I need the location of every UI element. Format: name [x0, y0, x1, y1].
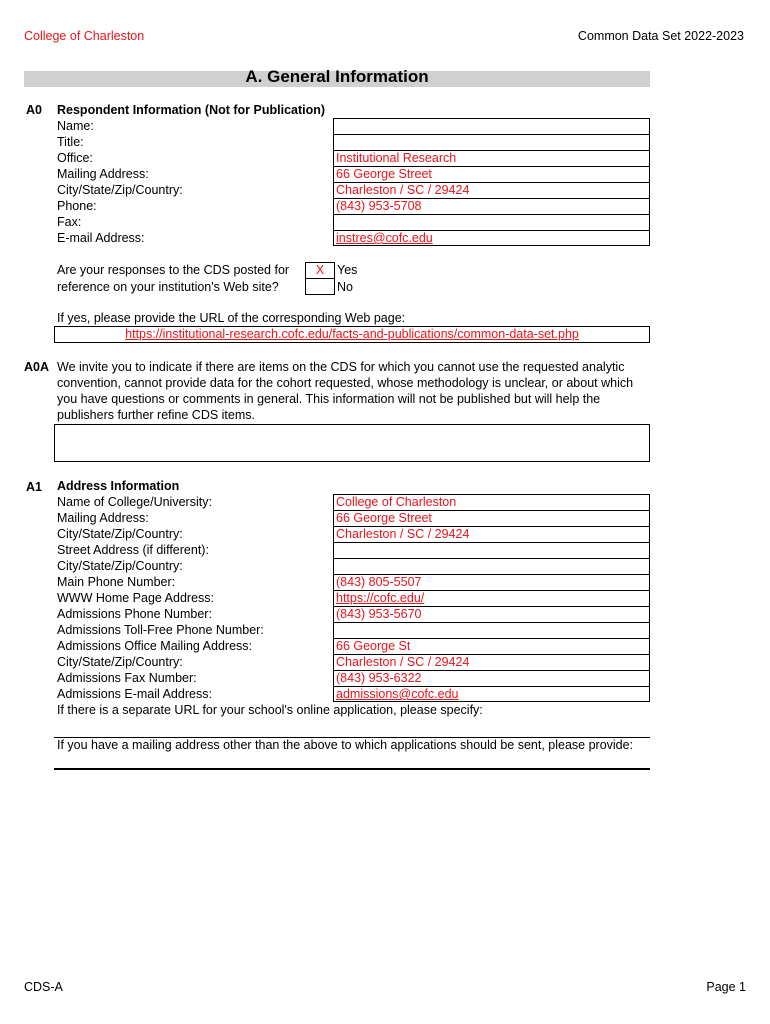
yes-label: Yes	[337, 263, 358, 277]
a1-adm-phone-field[interactable]: (843) 953-5670	[333, 606, 650, 622]
a1-college-field[interactable]: College of Charleston	[333, 494, 650, 510]
dataset-title: Common Data Set 2022-2023	[577, 29, 744, 43]
a0a-response-box[interactable]	[54, 424, 650, 462]
a1-www-field[interactable]: https://cofc.edu/	[333, 590, 650, 606]
a1-label-adm-mailing: Admissions Office Mailing Address:	[57, 639, 252, 653]
a1-label-college: Name of College/University:	[57, 495, 212, 509]
section-title: A. General Information	[245, 67, 429, 86]
a0-label-city: City/State/Zip/Country:	[57, 183, 183, 197]
a1-alt-mailing-prompt: If you have a mailing address other than the above to which applications should be sent, please provide:	[57, 738, 634, 752]
a1-mailing-field[interactable]: 66 George Street	[333, 510, 650, 526]
a0-web-question-line2: reference on your institution's Web site?	[57, 280, 279, 294]
a1-label-www: WWW Home Page Address:	[57, 591, 214, 605]
a1-city-field[interactable]: Charleston / SC / 29424	[333, 526, 650, 542]
a1-label-street-city: City/State/Zip/Country:	[57, 559, 183, 573]
a0-label-phone: Phone:	[57, 199, 97, 213]
a1-online-app-prompt: If there is a separate URL for your school's online application, please specify:	[57, 703, 483, 717]
institution-name: College of Charleston	[24, 29, 145, 43]
a0-label-office: Office:	[57, 151, 93, 165]
a0-web-question-line1: Are your responses to the CDS posted for	[57, 263, 290, 277]
a1-street-city-field[interactable]	[333, 558, 650, 574]
a0-url-field[interactable]	[54, 326, 650, 343]
a1-label-mailing: Mailing Address:	[57, 511, 149, 525]
a0-code: A0	[26, 103, 42, 117]
a0-title-field[interactable]	[333, 134, 650, 150]
a0-label-fax: Fax:	[57, 215, 82, 229]
a0-city-field[interactable]: Charleston / SC / 29424	[333, 182, 650, 198]
a1-label-street: Street Address (if different):	[57, 543, 209, 557]
a0-email-field[interactable]: instres@cofc.edu	[333, 230, 650, 246]
a1-adm-mailing-field[interactable]: 66 George St	[333, 638, 650, 654]
a0-name-field[interactable]	[333, 118, 650, 134]
a1-heading: Address Information	[57, 479, 180, 493]
a1-adm-fax-field[interactable]: (843) 953-6322	[333, 670, 650, 686]
footer-page-number: Page 1	[706, 980, 746, 994]
a0-heading: Respondent Information (Not for Publication)	[57, 103, 326, 117]
a0-label-name: Name:	[57, 119, 94, 133]
a1-label-adm-fax: Admissions Fax Number:	[57, 671, 197, 685]
no-checkbox[interactable]	[305, 278, 335, 295]
a0-mailing-field[interactable]: 66 George Street	[333, 166, 650, 182]
a1-label-city: City/State/Zip/Country:	[57, 527, 183, 541]
a0-office-field[interactable]: Institutional Research	[333, 150, 650, 166]
a1-street-field[interactable]	[333, 542, 650, 558]
a1-code: A1	[26, 480, 42, 494]
yes-checkbox[interactable]: X	[305, 262, 335, 279]
a1-label-adm-email: Admissions E-mail Address:	[57, 687, 212, 701]
a1-label-adm-phone: Admissions Phone Number:	[57, 607, 212, 621]
a1-label-adm-city: City/State/Zip/Country:	[57, 655, 183, 669]
a1-label-tollfree: Admissions Toll-Free Phone Number:	[57, 623, 264, 637]
a1-adm-city-field[interactable]: Charleston / SC / 29424	[333, 654, 650, 670]
a0-url-prompt: If yes, please provide the URL of the corresponding Web page:	[57, 311, 406, 325]
a1-tollfree-field[interactable]	[333, 622, 650, 638]
footer-section-label: CDS-A	[24, 980, 63, 994]
a0-label-mailing: Mailing Address:	[57, 167, 149, 181]
a0-fax-field[interactable]	[333, 214, 650, 230]
no-label: No	[337, 280, 353, 294]
a0a-code: A0A	[24, 360, 50, 374]
a0-phone-field[interactable]: (843) 953-5708	[333, 198, 650, 214]
a1-label-main-phone: Main Phone Number:	[57, 575, 176, 589]
a0-url-link[interactable]: https://institutional-research.cofc.edu/facts-and-publications/common-data-set.php	[125, 327, 579, 341]
a1-alt-mailing-line[interactable]	[54, 768, 650, 770]
a1-main-phone-field[interactable]: (843) 805-5507	[333, 574, 650, 590]
a1-adm-email-field[interactable]: admissions@cofc.edu	[333, 686, 650, 702]
a0a-text: We invite you to indicate if there are items on the CDS for which you cannot use the requested analytic convention, cannot provide data for the cohort requested, whose methodology is unclear, or about which you have questions or comments in general. This information will not be published but will help the publishers further refine CDS items.	[57, 360, 634, 422]
a0-label-email: E-mail Address:	[57, 231, 145, 245]
a0-label-title: Title:	[57, 135, 84, 149]
